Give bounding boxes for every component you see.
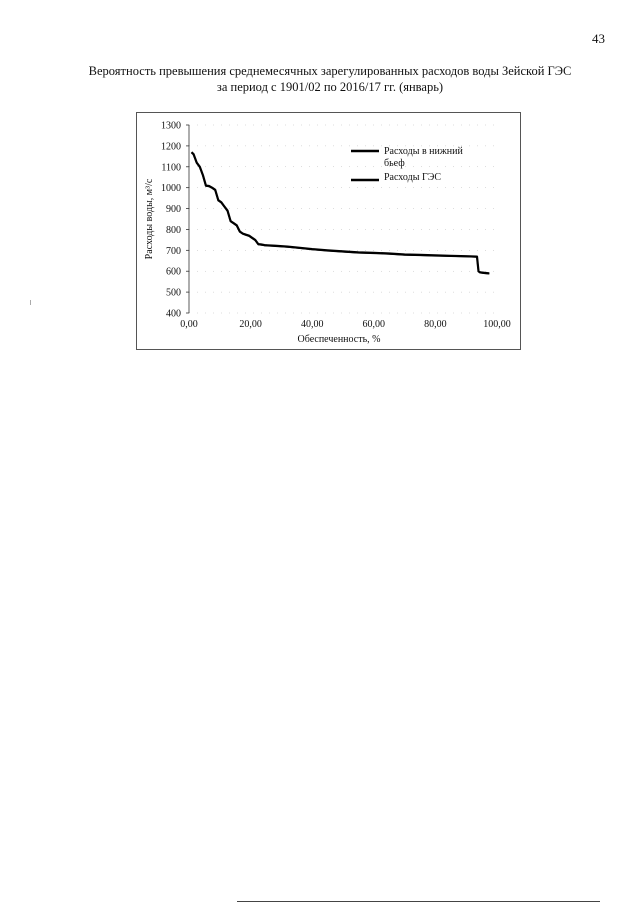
x-tick-label-1: 20,00 xyxy=(239,319,262,330)
y-tick-label-2: 600 xyxy=(166,266,181,278)
chart-canvas xyxy=(137,113,522,351)
y-tick-label-7: 1100 xyxy=(161,162,181,174)
x-tick-label-4: 80,00 xyxy=(424,319,447,330)
series-line-2 xyxy=(192,153,490,274)
y-axis-label: Расходы воды, м³/с xyxy=(144,178,155,260)
chart-title-line-1: Вероятность превышения среднемесячных зарегулированных расходов воды Зейской ГЭС xyxy=(88,64,572,78)
x-tick-label-2: 40,00 xyxy=(300,319,324,330)
y-tick-label-3: 700 xyxy=(166,245,181,257)
legend-label-1-wrap: бьеф xyxy=(384,158,405,169)
x-axis-label: Обеспеченность, % xyxy=(297,334,381,345)
chart-frame xyxy=(136,112,521,350)
y-tick-label-9: 1300 xyxy=(161,120,181,132)
y-tick-label-5: 900 xyxy=(166,204,181,216)
series-line-1 xyxy=(192,152,490,273)
y-axis-ticks xyxy=(161,121,189,320)
x-axis-ticks xyxy=(180,319,511,330)
chart-title-line-2: за период с 1901/02 по 2016/17 гг. (январь) xyxy=(216,80,444,94)
series-layer xyxy=(192,152,490,274)
legend-label-2: Расходы ГЭС xyxy=(384,172,441,183)
y-tick-label-6: 1000 xyxy=(161,183,181,195)
page-number: 43 xyxy=(592,31,605,46)
x-tick-label-0: 0,00 xyxy=(180,319,198,330)
legend-label-1: Расходы в нижний xyxy=(384,146,463,157)
legend xyxy=(351,146,463,183)
y-tick-label-8: 1200 xyxy=(161,141,181,153)
chart-title xyxy=(40,63,620,95)
x-tick-label-5: 100,00 xyxy=(483,319,511,330)
x-tick-label-3: 60,00 xyxy=(362,319,386,330)
margin-mark xyxy=(30,300,31,305)
page-bottom-rule xyxy=(237,901,600,902)
y-tick-label-4: 800 xyxy=(166,224,181,236)
y-tick-label-0: 400 xyxy=(166,308,181,320)
y-tick-label-1: 500 xyxy=(166,287,181,299)
